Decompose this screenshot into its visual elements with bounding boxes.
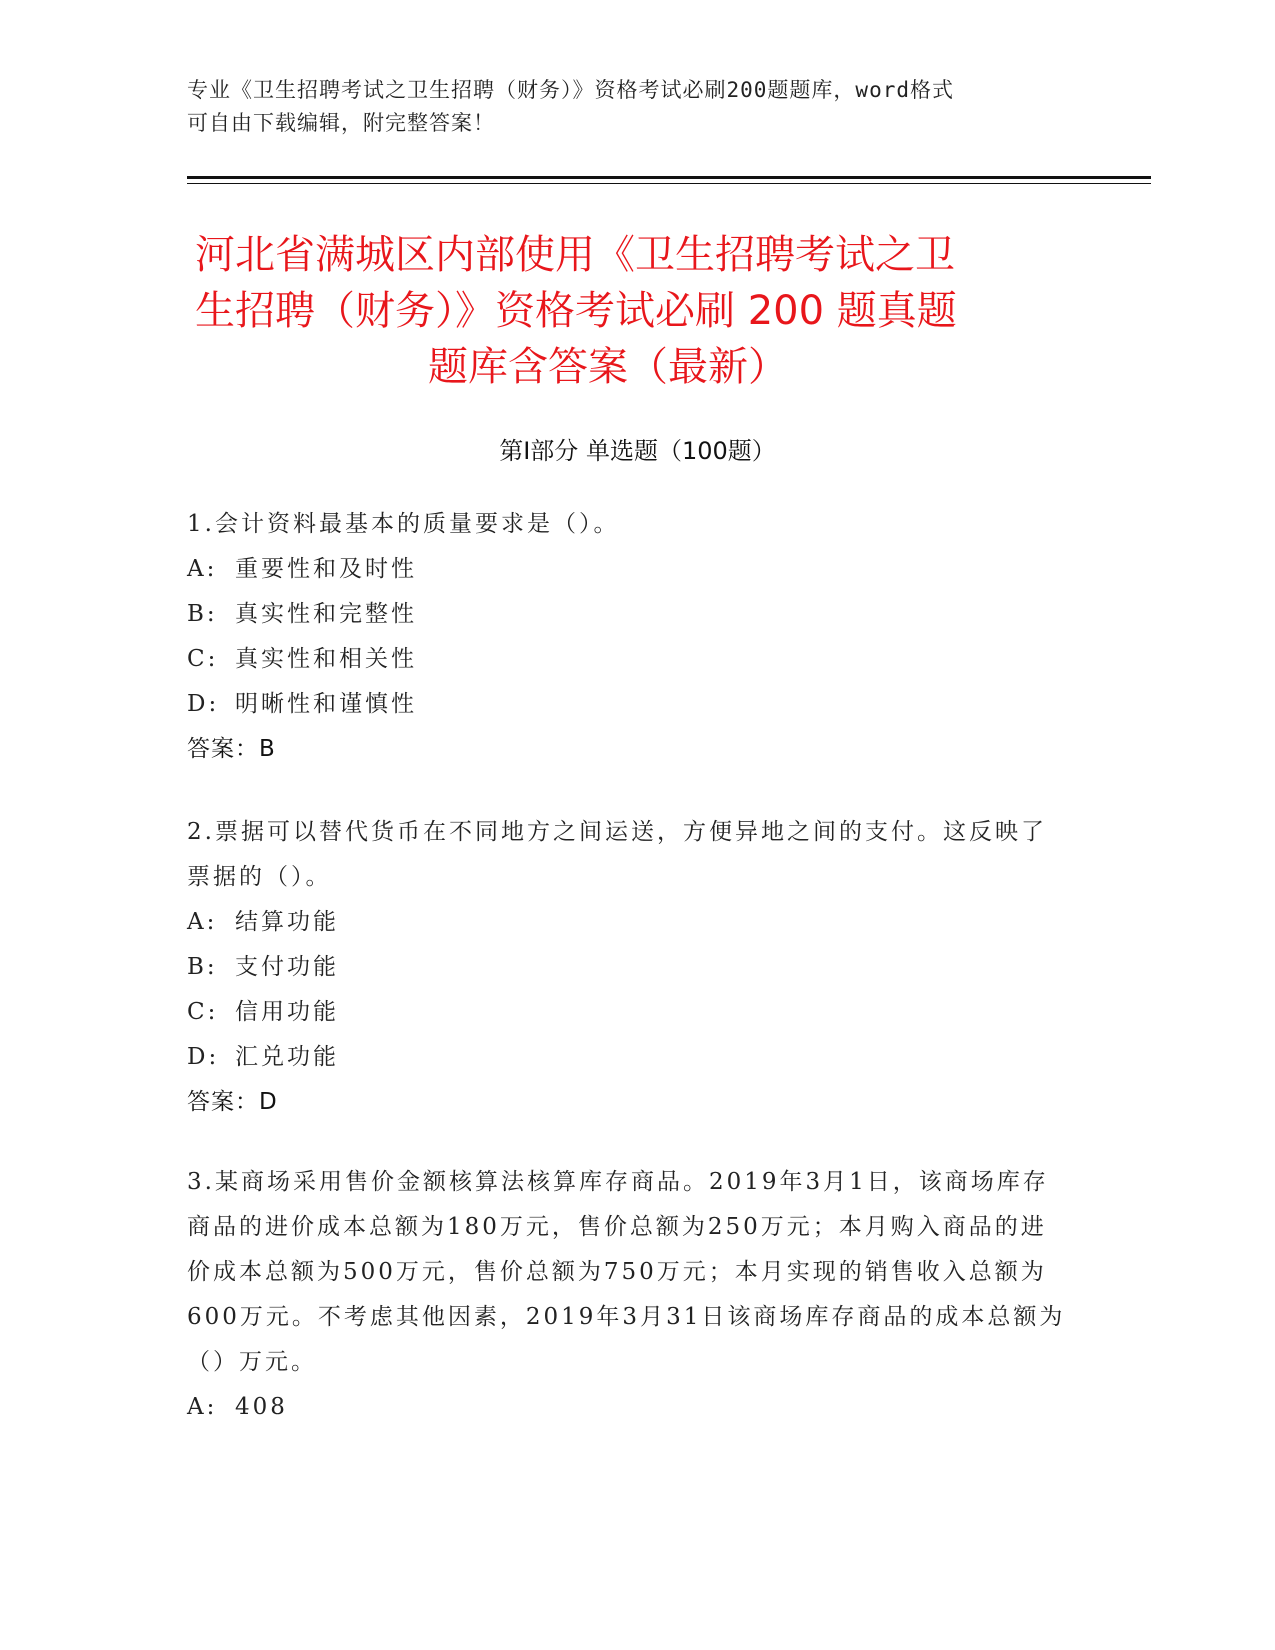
option-label: A: (187, 1394, 218, 1420)
option-text: 支付功能 (235, 954, 339, 980)
option-label: D: (187, 1044, 220, 1070)
question-2 (187, 810, 1067, 1125)
option-text: 明晰性和谨慎性 (235, 691, 417, 717)
question-stem: 3.某商场采用售价金额核算法核算库存商品。2019年3月1日，该商场库存商品的进价成本总额为180万元，售价总额为250万元；本月购入商品的进价成本总额为500万元，售价总额为750万元；本月实现的销售收入总额为600万元。不考虑其他因素，2019年3月31日该商场库存商品的成本总额为（）万元。 (187, 1169, 1066, 1375)
option-label: B: (187, 601, 218, 627)
header-note (187, 74, 1067, 140)
option-label: A: (187, 556, 218, 582)
question-stem: 1.会计资料最基本的质量要求是（）。 (187, 511, 620, 537)
option-label: B: (187, 954, 218, 980)
question-stem: 2.票据可以替代货币在不同地方之间运送，方便异地之间的支付。这反映了票据的（）。 (187, 819, 1047, 890)
question-1 (187, 502, 1067, 772)
header-note-line-2: 可自由下载编辑，附完整答案！ (187, 111, 495, 135)
option-c (187, 637, 1067, 682)
option-a (187, 547, 1067, 592)
header-rule-thin (187, 183, 1151, 184)
option-b (187, 945, 1067, 990)
option-d (187, 682, 1067, 727)
option-label: C: (187, 999, 219, 1025)
option-label: D: (187, 691, 220, 717)
option-text: 结算功能 (235, 909, 339, 935)
option-text: 408 (235, 1394, 288, 1420)
section-title: 第Ⅰ部分 单选题（100题） (499, 437, 776, 465)
answer: 答案：D (187, 1089, 278, 1115)
option-d (187, 1035, 1067, 1080)
option-text: 信用功能 (235, 999, 339, 1025)
document-title (195, 227, 1085, 395)
header-rule-thick (187, 176, 1151, 179)
option-label: C: (187, 646, 219, 672)
document-title-line-2: 生招聘（财务）》资格考试必刷 200 题真题 (195, 288, 957, 334)
document-title-line-1: 河北省满城区内部使用《卫生招聘考试之卫 (195, 232, 955, 278)
option-label: A: (187, 909, 218, 935)
question-3 (187, 1160, 1067, 1430)
option-a (187, 1385, 1067, 1430)
answer: 答案：B (187, 736, 276, 762)
option-b (187, 592, 1067, 637)
option-text: 真实性和相关性 (235, 646, 417, 672)
option-text: 汇兑功能 (235, 1044, 339, 1070)
option-text: 真实性和完整性 (235, 601, 417, 627)
header-note-line-1: 专业《卫生招聘考试之卫生招聘（财务）》资格考试必刷200题题库，word格式 (187, 78, 954, 102)
option-text: 重要性和及时性 (235, 556, 417, 582)
option-a (187, 900, 1067, 945)
document-title-line-3: 题库含答案（最新） (428, 344, 788, 390)
option-c (187, 990, 1067, 1035)
